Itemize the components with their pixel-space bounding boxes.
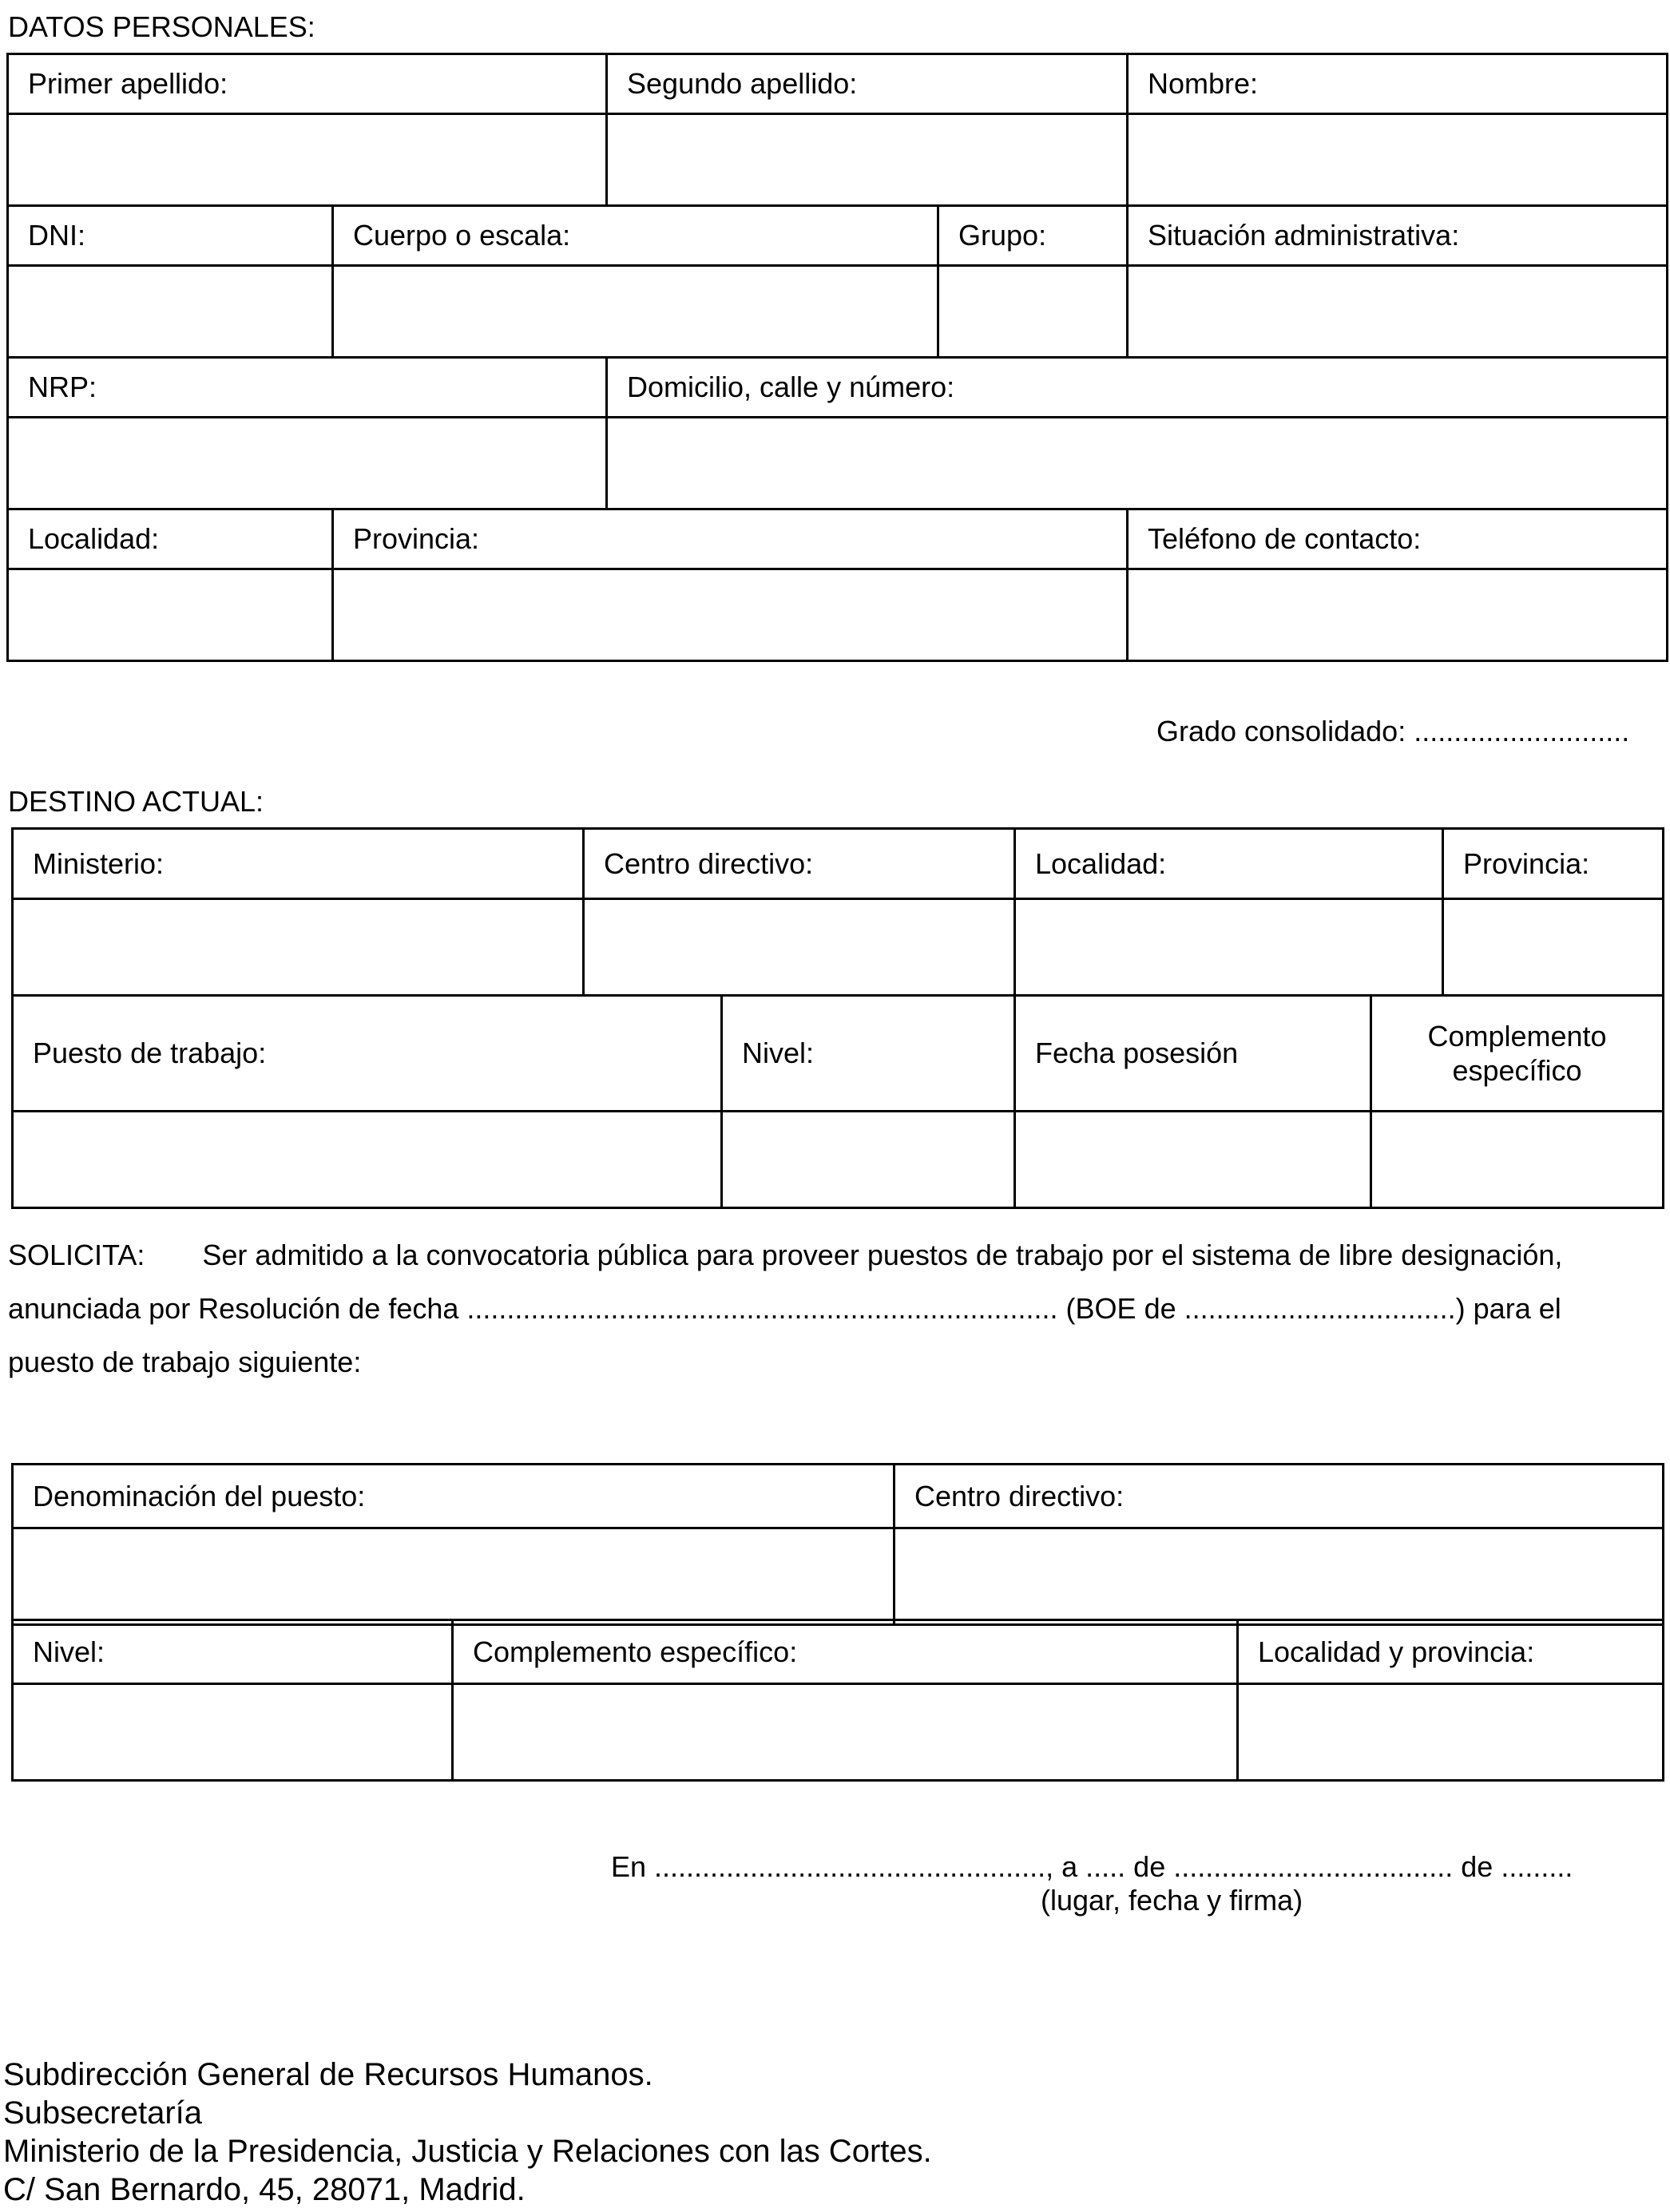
dni-field[interactable] xyxy=(8,266,333,358)
complemento-especifico-field[interactable] xyxy=(1371,1112,1664,1208)
nivel-field[interactable] xyxy=(722,1112,1015,1208)
domicilio-label: Domicilio, calle y número: xyxy=(607,358,1668,418)
puesto-solicitado-table xyxy=(11,1463,1664,1626)
destino-actual-heading: DESTINO ACTUAL: xyxy=(8,785,264,818)
destino-actual-table xyxy=(11,827,1664,1209)
centro-directivo-solicitado-field[interactable] xyxy=(895,1528,1664,1625)
grupo-label: Grupo: xyxy=(938,206,1128,266)
complemento-especifico-label xyxy=(1371,996,1664,1112)
denominacion-puesto-label xyxy=(13,1465,895,1528)
ministerio-label: Ministerio: xyxy=(13,829,584,899)
nivel-solicitado-label: Nivel: xyxy=(13,1620,453,1684)
localidad-field[interactable] xyxy=(1015,899,1443,996)
centro-directivo-solicitado-label: Centro directivo: xyxy=(895,1465,1664,1528)
centro-directivo-field[interactable] xyxy=(584,899,1015,996)
situacion-administrativa-field[interactable] xyxy=(1128,266,1668,358)
footer-line-4: C/ San Bernardo, 45, 28071, Madrid. xyxy=(3,2172,526,2207)
denominacion-puesto-field[interactable] xyxy=(13,1528,895,1625)
nrp-label: NRP: xyxy=(8,358,607,418)
telefono-label: Teléfono de contacto: xyxy=(1128,509,1668,569)
personal-data-table xyxy=(6,53,1668,662)
signature-caption: (lugar, fecha y firma) xyxy=(1041,1884,1303,1917)
grado-consolidado: Grado consolidado: ........................... xyxy=(1156,715,1630,747)
localidad-label: Localidad: xyxy=(1015,829,1443,899)
denominacion-text: Denominación del puesto: xyxy=(33,1479,366,1512)
primer-apellido-field[interactable] xyxy=(8,114,607,206)
personal-data-heading: DATOS PERSONALES: xyxy=(8,10,315,43)
fecha-posesion-label: Fecha posesión xyxy=(1015,996,1371,1112)
puesto-trabajo-label: Puesto de trabajo: xyxy=(13,996,722,1112)
nombre-field[interactable] xyxy=(1128,114,1668,206)
complemento-solicitado-label: Complemento específico: xyxy=(453,1620,1238,1684)
nivel-label: Nivel: xyxy=(722,996,1015,1112)
localidad-field[interactable] xyxy=(8,569,333,661)
solicita-text-line-1: Ser admitido a la convocatoria pública para proveer puestos de trabajo por el sistema de libre designación, xyxy=(202,1239,1563,1271)
grupo-field[interactable] xyxy=(938,266,1128,358)
domicilio-field[interactable] xyxy=(607,418,1668,509)
primer-apellido-label: Primer apellido: xyxy=(8,54,607,114)
provincia-label: Provincia: xyxy=(333,509,1128,569)
footer-address xyxy=(3,2055,932,2209)
dni-label: DNI: xyxy=(8,206,333,266)
fecha-posesion-field[interactable] xyxy=(1015,1112,1371,1208)
footer-line-3: Ministerio de la Presidencia, Justicia y Relaciones con las Cortes. xyxy=(3,2134,932,2169)
provincia-field[interactable] xyxy=(333,569,1128,661)
solicita-label: SOLICITA: xyxy=(8,1239,145,1271)
complemento-label-line-2: específico xyxy=(1452,1054,1582,1087)
complemento-label-line-1: Complemento xyxy=(1427,1019,1607,1052)
segundo-apellido-label: Segundo apellido: xyxy=(607,54,1128,114)
centro-directivo-label: Centro directivo: xyxy=(584,829,1015,899)
puesto-solicitado-table-2 xyxy=(11,1619,1664,1782)
solicita-text-line-2: anunciada por Resolución de fecha .......................................................................... (BOE de ..................................) para el xyxy=(8,1292,1561,1325)
solicita-text-line-3: puesto de trabajo siguiente: xyxy=(8,1346,362,1378)
localidad-label: Localidad: xyxy=(8,509,333,569)
puesto-trabajo-field[interactable] xyxy=(13,1112,722,1208)
segundo-apellido-field[interactable] xyxy=(607,114,1128,206)
localidad-provincia-field[interactable] xyxy=(1238,1684,1664,1781)
localidad-provincia-label: Localidad y provincia: xyxy=(1238,1620,1664,1684)
signature-line: En ................................................., a ..... de ................................... de ......... xyxy=(611,1850,1573,1883)
footer-line-1: Subdirección General de Recursos Humanos. xyxy=(3,2057,653,2092)
nrp-field[interactable] xyxy=(8,418,607,509)
complemento-solicitado-field[interactable] xyxy=(453,1684,1238,1781)
provincia-field[interactable] xyxy=(1443,899,1664,996)
cuerpo-escala-field[interactable] xyxy=(333,266,938,358)
nombre-label: Nombre: xyxy=(1128,54,1668,114)
solicita-paragraph xyxy=(8,1228,1637,1389)
cuerpo-escala-label: Cuerpo o escala: xyxy=(333,206,938,266)
situacion-administrativa-label: Situación administrativa: xyxy=(1128,206,1668,266)
telefono-field[interactable] xyxy=(1128,569,1668,661)
provincia-label: Provincia: xyxy=(1443,829,1664,899)
nivel-solicitado-field[interactable] xyxy=(13,1684,453,1781)
ministerio-field[interactable] xyxy=(13,899,584,996)
footer-line-2: Subsecretaría xyxy=(3,2095,203,2131)
